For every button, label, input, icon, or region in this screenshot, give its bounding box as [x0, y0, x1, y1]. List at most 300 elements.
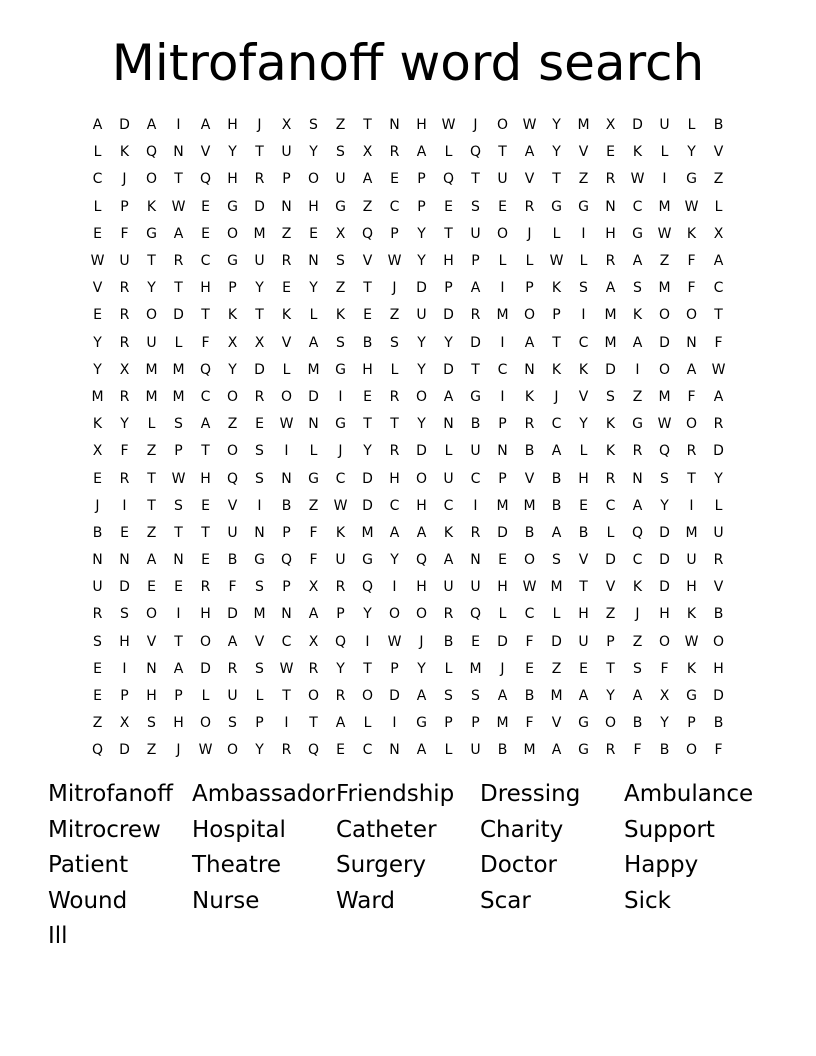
- grid-letter: W: [198, 742, 213, 759]
- grid-letter: M: [658, 198, 671, 215]
- grid-letter: C: [713, 280, 724, 297]
- grid-letter: H: [173, 715, 184, 732]
- grid-letter: U: [227, 524, 238, 541]
- grid-row: [84, 221, 732, 248]
- grid-letter: O: [307, 688, 320, 705]
- grid-letter: D: [119, 117, 130, 134]
- grid-letter: E: [363, 307, 372, 324]
- grid-letter: N: [443, 416, 454, 433]
- grid-letter: U: [497, 171, 508, 188]
- grid-letter: F: [687, 280, 696, 297]
- grid-letter: A: [146, 552, 157, 569]
- grid-letter: D: [227, 606, 238, 623]
- grid-letter: W: [333, 497, 348, 514]
- grid-letter: P: [471, 253, 480, 270]
- grid-letter: O: [685, 307, 698, 324]
- grid-letter: F: [201, 334, 210, 351]
- grid-letter: D: [416, 443, 427, 460]
- grid-letter: R: [470, 524, 481, 541]
- grid-letter: P: [606, 633, 615, 650]
- grid-letter: S: [633, 280, 642, 297]
- grid-letter: Z: [389, 307, 400, 324]
- grid-letter: M: [685, 524, 698, 541]
- grid-letter: E: [201, 198, 210, 215]
- grid-letter: Q: [631, 524, 644, 541]
- grid-letter: P: [417, 198, 426, 215]
- grid-letter: A: [524, 334, 535, 351]
- grid-letter: K: [335, 524, 346, 541]
- grid-letter: B: [632, 715, 643, 732]
- grid-letter: L: [309, 443, 318, 460]
- grid-letter: T: [201, 443, 210, 460]
- grid-letter: P: [120, 688, 129, 705]
- grid-letter: B: [713, 715, 724, 732]
- grid-row: [84, 248, 732, 275]
- grid-letter: J: [635, 606, 640, 623]
- grid-letter: I: [581, 307, 586, 324]
- grid-letter: F: [687, 388, 696, 405]
- grid-letter: N: [281, 606, 292, 623]
- grid-letter: R: [254, 388, 265, 405]
- grid-letter: E: [147, 579, 156, 596]
- grid-letter: R: [281, 253, 292, 270]
- grid-letter: H: [119, 633, 130, 650]
- grid-letter: G: [632, 416, 643, 433]
- grid-letter: R: [335, 688, 346, 705]
- grid-letter: I: [365, 633, 370, 650]
- grid-letter: P: [390, 225, 399, 242]
- grid-letter: R: [173, 253, 184, 270]
- grid-letter: K: [551, 280, 562, 297]
- grid-letter: G: [470, 388, 481, 405]
- grid-letter: V: [362, 253, 373, 270]
- grid-letter: L: [174, 334, 183, 351]
- grid-letter: A: [308, 606, 319, 623]
- grid-letter: G: [254, 552, 265, 569]
- grid-letter: O: [145, 606, 158, 623]
- grid-letter: S: [174, 497, 183, 514]
- grid-letter: Y: [660, 715, 669, 732]
- grid-letter: K: [632, 307, 643, 324]
- grid-letter: O: [658, 361, 671, 378]
- grid-letter: S: [255, 660, 264, 677]
- grid-letter: M: [469, 660, 482, 677]
- grid-letter: A: [308, 334, 319, 351]
- grid-letter: E: [174, 579, 183, 596]
- grid-letter: K: [686, 225, 697, 242]
- grid-letter: N: [281, 470, 292, 487]
- grid-letter: T: [471, 361, 480, 378]
- grid-letter: Y: [228, 361, 237, 378]
- grid-letter: H: [416, 497, 427, 514]
- grid-letter: I: [689, 497, 694, 514]
- grid-letter: D: [659, 579, 670, 596]
- grid-letter: A: [605, 280, 616, 297]
- grid-letter: D: [362, 497, 373, 514]
- grid-letter: Z: [146, 524, 157, 541]
- grid-row: [84, 574, 732, 601]
- grid-row: [84, 629, 732, 656]
- grid-letter: O: [145, 307, 158, 324]
- grid-letter: M: [307, 361, 320, 378]
- grid-letter: G: [578, 198, 589, 215]
- grid-letter: A: [713, 388, 724, 405]
- grid-letter: Y: [390, 552, 399, 569]
- grid-letter: W: [711, 361, 726, 378]
- grid-letter: E: [309, 225, 318, 242]
- grid-letter: V: [281, 334, 292, 351]
- grid-letter: T: [363, 660, 372, 677]
- grid-letter: E: [606, 144, 615, 161]
- grid-letter: H: [227, 117, 238, 134]
- grid-letter: W: [522, 117, 537, 134]
- grid-letter: F: [687, 253, 696, 270]
- grid-letter: Y: [417, 416, 426, 433]
- grid-letter: U: [92, 579, 103, 596]
- grid-letter: E: [255, 416, 264, 433]
- grid-letter: S: [120, 606, 129, 623]
- grid-letter: T: [363, 280, 372, 297]
- grid-letter: L: [552, 225, 561, 242]
- grid-letter: U: [443, 579, 454, 596]
- grid-letter: I: [392, 715, 397, 732]
- grid-letter: O: [523, 307, 536, 324]
- grid-letter: D: [659, 334, 670, 351]
- grid-letter: X: [92, 443, 103, 460]
- grid-row: [84, 656, 732, 683]
- grid-letter: D: [497, 633, 508, 650]
- grid-letter: S: [336, 144, 345, 161]
- grid-letter: V: [524, 470, 535, 487]
- grid-letter: A: [470, 280, 481, 297]
- grid-letter: Y: [606, 688, 615, 705]
- grid-letter: D: [605, 361, 616, 378]
- grid-letter: S: [471, 688, 480, 705]
- grid-letter: C: [632, 198, 643, 215]
- grid-letter: F: [228, 579, 237, 596]
- grid-letter: R: [443, 606, 454, 623]
- grid-letter: W: [657, 225, 672, 242]
- grid-letter: V: [713, 579, 724, 596]
- grid-letter: J: [500, 660, 505, 677]
- grid-letter: U: [470, 443, 481, 460]
- grid-letter: B: [227, 552, 238, 569]
- grid-letter: M: [604, 307, 617, 324]
- grid-letter: S: [336, 253, 345, 270]
- grid-letter: C: [470, 470, 481, 487]
- grid-letter: P: [255, 715, 264, 732]
- grid-letter: H: [578, 606, 589, 623]
- grid-letter: Y: [417, 253, 426, 270]
- grid-letter: V: [605, 579, 616, 596]
- grid-letter: B: [551, 470, 562, 487]
- grid-letter: L: [201, 688, 210, 705]
- grid-letter: F: [525, 633, 534, 650]
- word-list-item: Theatre: [192, 852, 281, 879]
- word-list-item: Mitrofanoff: [48, 781, 173, 807]
- word-list-item: Ill: [48, 923, 68, 950]
- grid-letter: C: [497, 361, 508, 378]
- grid-letter: Y: [120, 416, 129, 433]
- grid-letter: A: [578, 688, 589, 705]
- grid-letter: A: [200, 117, 211, 134]
- grid-letter: J: [176, 742, 181, 759]
- grid-letter: X: [308, 579, 319, 596]
- grid-letter: A: [227, 633, 238, 650]
- grid-letter: L: [309, 307, 318, 324]
- grid-letter: N: [605, 198, 616, 215]
- grid-letter: H: [200, 280, 211, 297]
- grid-letter: K: [578, 361, 589, 378]
- grid-letter: T: [363, 117, 372, 134]
- grid-letter: Z: [659, 253, 670, 270]
- grid-letter: C: [632, 552, 643, 569]
- grid-letter: L: [498, 253, 507, 270]
- grid-letter: T: [147, 497, 156, 514]
- grid-letter: T: [444, 225, 453, 242]
- grid-letter: T: [255, 307, 264, 324]
- grid-letter: I: [176, 117, 181, 134]
- grid-letter: B: [659, 742, 670, 759]
- grid-letter: Y: [417, 334, 426, 351]
- grid-letter: R: [92, 606, 103, 623]
- grid-letter: O: [226, 742, 239, 759]
- grid-letter: C: [389, 497, 400, 514]
- grid-letter: B: [362, 334, 373, 351]
- grid-letter: K: [146, 198, 157, 215]
- grid-letter: O: [658, 307, 671, 324]
- grid-letter: P: [687, 715, 696, 732]
- grid-letter: U: [119, 253, 130, 270]
- grid-letter: O: [604, 715, 617, 732]
- grid-row: [84, 139, 732, 166]
- grid-letter: A: [146, 117, 157, 134]
- grid-letter: M: [253, 606, 266, 623]
- grid-letter: C: [200, 253, 211, 270]
- grid-letter: M: [496, 497, 509, 514]
- grid-letter: O: [280, 388, 293, 405]
- grid-letter: R: [281, 742, 292, 759]
- grid-letter: E: [498, 552, 507, 569]
- word-list-item: Hospital: [192, 816, 286, 843]
- grid-letter: M: [577, 117, 590, 134]
- grid-letter: O: [388, 606, 401, 623]
- grid-letter: O: [199, 633, 212, 650]
- grid-letter: R: [713, 552, 724, 569]
- grid-letter: A: [443, 388, 454, 405]
- grid-letter: Y: [336, 660, 345, 677]
- grid-letter: A: [686, 361, 697, 378]
- grid-letter: J: [257, 117, 262, 134]
- grid-letter: T: [552, 171, 561, 188]
- grid-letter: Y: [255, 280, 264, 297]
- grid-letter: A: [443, 552, 454, 569]
- grid-letter: C: [551, 416, 562, 433]
- grid-letter: G: [632, 225, 643, 242]
- grid-letter: A: [173, 660, 184, 677]
- grid-letter: P: [444, 715, 453, 732]
- grid-letter: B: [524, 443, 535, 460]
- grid-letter: Y: [228, 144, 237, 161]
- grid-row: [84, 493, 732, 520]
- grid-letter: R: [389, 443, 400, 460]
- grid-letter: H: [416, 579, 427, 596]
- grid-letter: U: [686, 552, 697, 569]
- grid-letter: M: [604, 334, 617, 351]
- grid-letter: X: [605, 117, 616, 134]
- grid-letter: G: [362, 552, 373, 569]
- grid-letter: S: [174, 416, 183, 433]
- grid-letter: R: [119, 307, 130, 324]
- grid-letter: U: [470, 742, 481, 759]
- grid-letter: K: [524, 388, 535, 405]
- grid-row: [84, 112, 732, 139]
- grid-letter: B: [713, 606, 724, 623]
- grid-letter: K: [227, 307, 238, 324]
- grid-letter: R: [227, 660, 238, 677]
- grid-letter: S: [147, 715, 156, 732]
- grid-letter: F: [714, 334, 723, 351]
- grid-letter: G: [146, 225, 157, 242]
- grid-letter: Q: [280, 552, 293, 569]
- grid-letter: K: [551, 361, 562, 378]
- grid-letter: U: [659, 117, 670, 134]
- grid-letter: K: [92, 416, 103, 433]
- grid-letter: U: [470, 579, 481, 596]
- grid-letter: D: [173, 307, 184, 324]
- grid-letter: S: [444, 688, 453, 705]
- grid-letter: Z: [308, 497, 319, 514]
- grid-letter: Q: [307, 742, 320, 759]
- grid-letter: Y: [309, 280, 318, 297]
- word-list-item: Sick: [624, 887, 671, 914]
- word-list-item: Catheter: [336, 816, 437, 843]
- grid-letter: S: [471, 198, 480, 215]
- grid-letter: X: [119, 361, 130, 378]
- grid-letter: X: [713, 225, 724, 242]
- grid-letter: D: [443, 361, 454, 378]
- grid-letter: L: [714, 497, 723, 514]
- grid-letter: D: [254, 198, 265, 215]
- grid-letter: L: [498, 606, 507, 623]
- grid-letter: L: [363, 715, 372, 732]
- grid-letter: Y: [147, 280, 156, 297]
- grid-letter: K: [335, 307, 346, 324]
- grid-letter: N: [524, 361, 535, 378]
- grid-letter: I: [662, 171, 667, 188]
- word-list-item: Ambulance: [624, 781, 754, 807]
- grid-letter: L: [552, 606, 561, 623]
- grid-letter: P: [498, 416, 507, 433]
- grid-letter: U: [443, 470, 454, 487]
- grid-row: [84, 465, 732, 492]
- grid-letter: P: [282, 579, 291, 596]
- grid-letter: H: [308, 198, 319, 215]
- grid-letter: Z: [605, 606, 616, 623]
- grid-letter: D: [470, 334, 481, 351]
- grid-letter: R: [308, 660, 319, 677]
- grid-letter: R: [632, 443, 643, 460]
- grid-row: [84, 710, 732, 737]
- grid-letter: R: [524, 416, 535, 433]
- grid-letter: I: [581, 225, 586, 242]
- grid-letter: W: [684, 633, 699, 650]
- grid-letter: X: [362, 144, 373, 161]
- grid-letter: S: [552, 552, 561, 569]
- grid-letter: H: [497, 579, 508, 596]
- grid-letter: W: [549, 253, 564, 270]
- grid-letter: B: [551, 497, 562, 514]
- grid-letter: E: [201, 497, 210, 514]
- grid-letter: B: [281, 497, 292, 514]
- grid-letter: T: [147, 470, 156, 487]
- grid-letter: D: [713, 688, 724, 705]
- grid-letter: D: [200, 660, 211, 677]
- grid-letter: A: [416, 688, 427, 705]
- grid-letter: L: [93, 144, 102, 161]
- grid-letter: O: [415, 470, 428, 487]
- grid-letter: T: [471, 171, 480, 188]
- grid-letter: V: [578, 388, 589, 405]
- grid-letter: P: [498, 470, 507, 487]
- grid-letter: I: [284, 715, 289, 732]
- grid-letter: F: [525, 715, 534, 732]
- grid-letter: O: [712, 633, 725, 650]
- grid-letter: R: [605, 470, 616, 487]
- grid-letter: Q: [415, 552, 428, 569]
- grid-letter: O: [658, 633, 671, 650]
- word-list-item: Scar: [480, 887, 531, 914]
- grid-letter: G: [308, 470, 319, 487]
- grid-letter: A: [632, 688, 643, 705]
- grid-letter: Z: [92, 715, 103, 732]
- grid-letter: A: [632, 334, 643, 351]
- grid-letter: P: [444, 280, 453, 297]
- grid-letter: G: [551, 198, 562, 215]
- grid-letter: I: [500, 280, 505, 297]
- grid-letter: A: [497, 688, 508, 705]
- grid-letter: I: [176, 606, 181, 623]
- grid-letter: J: [95, 497, 100, 514]
- grid-letter: A: [416, 524, 427, 541]
- grid-row: [84, 547, 732, 574]
- grid-letter: S: [579, 280, 588, 297]
- grid-letter: M: [523, 742, 536, 759]
- grid-letter: N: [173, 552, 184, 569]
- grid-letter: Q: [361, 579, 374, 596]
- grid-letter: C: [389, 198, 400, 215]
- grid-letter: I: [257, 497, 262, 514]
- grid-letter: Z: [551, 660, 562, 677]
- grid-letter: E: [336, 742, 345, 759]
- grid-letter: M: [523, 497, 536, 514]
- grid-letter: J: [122, 171, 127, 188]
- grid-letter: H: [605, 225, 616, 242]
- grid-letter: F: [120, 225, 129, 242]
- grid-letter: M: [496, 715, 509, 732]
- grid-letter: N: [632, 470, 643, 487]
- grid-letter: U: [578, 633, 589, 650]
- grid-letter: Z: [335, 117, 346, 134]
- grid-letter: W: [684, 198, 699, 215]
- grid-letter: N: [497, 443, 508, 460]
- grid-letter: M: [145, 361, 158, 378]
- grid-letter: N: [470, 552, 481, 569]
- grid-letter: P: [174, 688, 183, 705]
- grid-letter: T: [174, 524, 183, 541]
- grid-letter: R: [686, 443, 697, 460]
- grid-letter: S: [93, 633, 102, 650]
